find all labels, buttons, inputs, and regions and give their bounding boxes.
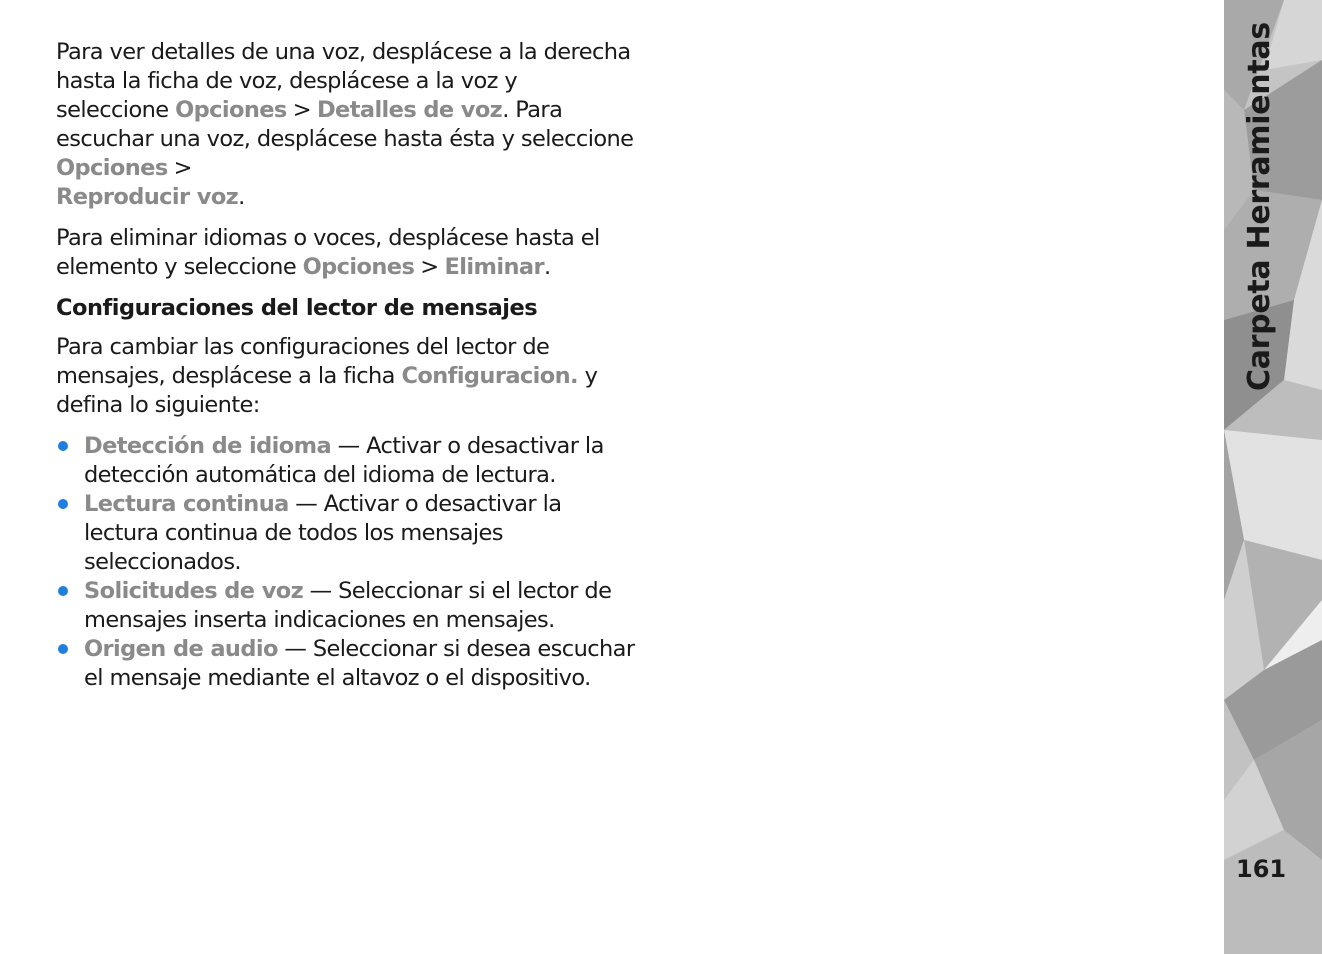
setting-description: — Activar o desactivar la lectura continua de todos los mensajes seleccionados.	[84, 491, 562, 575]
menu-option-opciones: Opciones	[302, 254, 415, 280]
list-item	[56, 490, 636, 577]
section-title-vertical: Carpeta Herramientas	[1242, 22, 1277, 391]
setting-name: Lectura continua	[84, 491, 289, 517]
section-heading: Configuraciones del lector de mensajes	[56, 295, 538, 321]
setting-name: Detección de idioma	[84, 433, 332, 459]
menu-option-opciones: Opciones	[56, 155, 168, 181]
paragraph-text: .	[543, 254, 551, 280]
menu-separator: >	[420, 254, 439, 280]
menu-option-reproducir-voz: Reproducir voz	[56, 184, 239, 210]
setting-name: Solicitudes de voz	[84, 578, 304, 604]
menu-separator: >	[173, 155, 192, 181]
setting-description: — Seleccionar si desea escuchar el mensaje mediante el altavoz o el dispositivo.	[84, 636, 635, 691]
paragraph-text: .	[238, 184, 245, 210]
paragraph-text: Para cambiar las configuraciones del lector de mensajes, desplácese a la ficha	[56, 334, 550, 389]
list-item	[56, 577, 636, 635]
menu-separator: >	[292, 97, 311, 123]
paragraph-text: y defina lo siguiente:	[56, 363, 598, 418]
paragraph-text: . Para escuchar una voz, desplácese hasta ésta y seleccione	[56, 97, 634, 152]
bullet-icon	[58, 499, 68, 509]
bullet-icon	[58, 586, 68, 596]
setting-description: — Seleccionar si el lector de mensajes inserta indicaciones en mensajes.	[84, 578, 612, 633]
menu-option-eliminar: Eliminar	[444, 254, 544, 280]
menu-option-opciones: Opciones	[175, 97, 287, 123]
page-number: 161	[1236, 855, 1287, 883]
tab-name-configuracion: Configuracion.	[401, 363, 579, 389]
settings-list	[56, 432, 636, 693]
paragraph-voice-details	[56, 38, 636, 212]
paragraph-delete-voices	[56, 224, 636, 282]
setting-name: Origen de audio	[84, 636, 278, 662]
page-content	[56, 38, 636, 693]
bullet-icon	[58, 644, 68, 654]
paragraph-settings-intro	[56, 333, 636, 420]
list-item	[56, 635, 636, 693]
paragraph-text: Para ver detalles de una voz, desplácese a la derecha hasta la ficha de voz, desplácese a la voz y seleccione	[56, 39, 631, 123]
setting-description: — Activar o desactivar la detección automática del idioma de lectura.	[84, 433, 604, 488]
bullet-icon	[58, 441, 68, 451]
menu-option-detalles-de-voz: Detalles de voz	[316, 97, 503, 123]
list-item	[56, 432, 636, 490]
paragraph-text: Para eliminar idiomas o voces, desplácese hasta el elemento y seleccione	[56, 225, 600, 280]
